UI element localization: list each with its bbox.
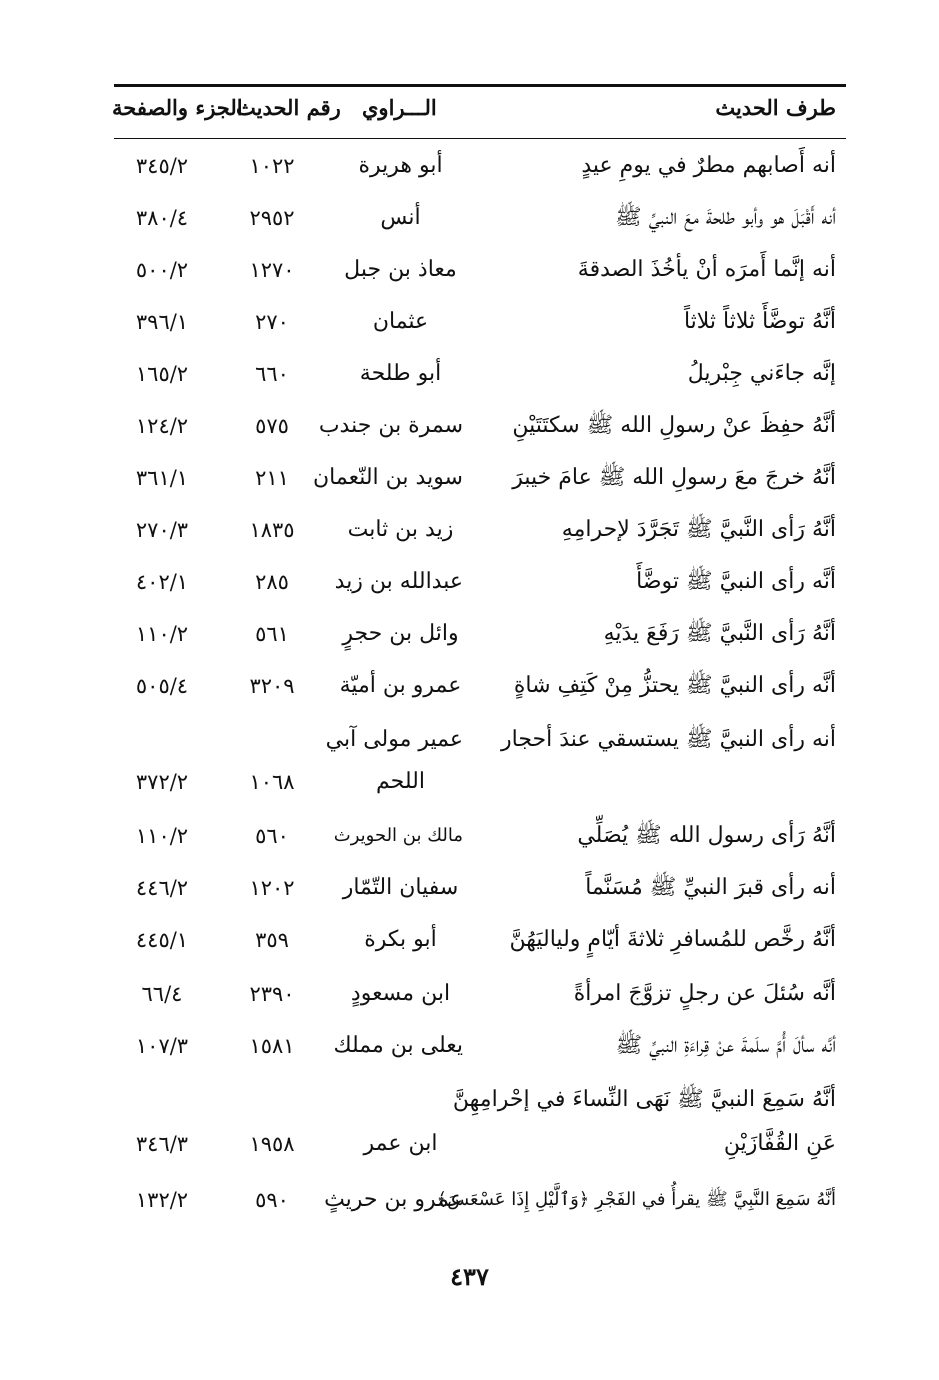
table-row bbox=[0, 614, 939, 654]
raqm-cell: ٣٥٩ bbox=[255, 928, 289, 952]
juz-cell: ٤٠٢/١ bbox=[135, 570, 189, 594]
rawi-cell: عمرو بن حريثٍ bbox=[324, 1187, 463, 1212]
table-row bbox=[0, 1026, 939, 1066]
raqm-cell: ١٠٢٢ bbox=[249, 154, 295, 178]
hadith-cell: أنَّهُ رخَّص للمُسافرِ ثلاثةَ أيّامٍ ولياليَهُنَّ bbox=[509, 927, 836, 952]
rawi-cell: ابن عمر bbox=[363, 1131, 438, 1156]
table-row bbox=[0, 868, 939, 908]
raqm-cell: ٥٩٠ bbox=[255, 1188, 289, 1212]
raqm-cell: ٢٧٠ bbox=[255, 310, 289, 334]
rawi-cell: زيد بن ثابت bbox=[347, 517, 454, 542]
table-row bbox=[0, 974, 939, 1014]
rawi-cell: أبو بكرة bbox=[364, 927, 437, 952]
juz-cell: ٥٠٠/٢ bbox=[135, 258, 189, 282]
raqm-cell: ١٨٣٥ bbox=[249, 518, 295, 542]
juz-cell: ٤٤٥/١ bbox=[135, 928, 189, 952]
juz-cell: ٣٤٥/٢ bbox=[135, 154, 189, 178]
hadith-cell: أنَّهُ سَمِعَ النَّبِيَّ ﷺ يقرأُ في الفَجْرِ ﴿وَٱلَّيْلِ إِذَا عَسْعَسَ﴾ bbox=[436, 1189, 836, 1210]
hadith-cell: أنَّهُ سَمِعَ النبيَّ ﷺ نَهَى النِّساءَ في إحْرامِهِنَّ bbox=[452, 1087, 836, 1112]
juz-cell: ١٠٧/٣ bbox=[135, 1034, 189, 1058]
juz-cell: ٣٨٠/٤ bbox=[135, 206, 189, 230]
table-row bbox=[0, 720, 939, 760]
page-number: ٤٣٧ bbox=[450, 1262, 489, 1291]
raqm-cell: ٣٢٠٩ bbox=[249, 674, 295, 698]
juz-cell: ٥٠٥/٤ bbox=[135, 674, 189, 698]
hadith-cell: إنَّه جاءَني جِبْريلُ bbox=[687, 361, 836, 386]
table-row bbox=[0, 510, 939, 550]
hadith-cell: أنَّهُ حفِظَ عنْ رسولِ الله ﷺ سكتَتَيْنِ bbox=[512, 413, 836, 438]
juz-cell: ٣٦١/١ bbox=[135, 466, 189, 490]
rawi-cell: سمرة بن جندب bbox=[318, 413, 463, 438]
raqm-cell: ٥٧٥ bbox=[255, 414, 289, 438]
hadith-cell: أنَّه سألَ أُمَّ سلَمةَ عنْ قِراءَةِ النبيِّ ﷺ bbox=[615, 1033, 836, 1058]
raqm-cell: ٢١١ bbox=[255, 466, 289, 490]
rawi-cell: وائل بن حجرٍ bbox=[342, 621, 459, 646]
rawi-cell: معاذ بن جبل bbox=[344, 257, 457, 282]
hadith-cell: عَنِ القُفَّازَيْنِ bbox=[723, 1131, 836, 1156]
raqm-cell: ٥٦٠ bbox=[255, 824, 289, 848]
raqm-cell: ٦٦٠ bbox=[255, 362, 289, 386]
table-row bbox=[0, 1180, 939, 1220]
raqm-cell: ١٩٥٨ bbox=[249, 1132, 295, 1156]
raqm-cell: ٢٩٥٢ bbox=[249, 206, 295, 230]
table-row bbox=[0, 406, 939, 446]
header-rule bbox=[114, 138, 846, 139]
table-row bbox=[0, 250, 939, 290]
header-hadith: طرف الحديث bbox=[715, 95, 836, 120]
top-rule bbox=[114, 84, 846, 87]
table-row bbox=[0, 354, 939, 394]
header-raqm: رقم الحديث bbox=[236, 95, 341, 120]
hadith-cell: أنَّه رأى النبيَّ ﷺ توضَّأَ bbox=[636, 569, 836, 594]
table-row bbox=[0, 920, 939, 960]
juz-cell: ٤٤٦/٢ bbox=[135, 876, 189, 900]
header-rawi: الـــراوي bbox=[362, 95, 437, 120]
raqm-cell: ٥٦١ bbox=[255, 622, 289, 646]
table-row bbox=[0, 816, 939, 856]
juz-cell: ١٦٥/٢ bbox=[135, 362, 189, 386]
rawi-cell: أنس bbox=[380, 205, 421, 230]
juz-cell: ١١٠/٢ bbox=[135, 622, 189, 646]
juz-cell: ٦٦/٤ bbox=[141, 982, 183, 1006]
hadith-cell: أنَّه رأى النبيَّ ﷺ يحتزُّ مِنْ كَتِفِ شاةٍ bbox=[513, 673, 836, 698]
raqm-cell: ١٢٠٢ bbox=[249, 876, 295, 900]
raqm-cell: ١٢٧٠ bbox=[249, 258, 295, 282]
hadith-cell: أنه رأى النبيَّ ﷺ يستسقي عندَ أحجار bbox=[501, 727, 836, 752]
rawi-cell: مالك بن الحويرث bbox=[333, 825, 463, 846]
rawi-cell: عبدالله بن زيد bbox=[334, 569, 463, 594]
rawi-cell: أبو طلحة bbox=[359, 361, 442, 386]
header-juz: الجزء والصفحة bbox=[112, 95, 243, 120]
hadith-cell: أنَّهُ توضَّأَ ثلاثاً ثلاثاً bbox=[683, 309, 836, 334]
table-row bbox=[0, 302, 939, 342]
raqm-cell: ٢٣٩٠ bbox=[249, 982, 295, 1006]
juz-cell: ٣٧٢/٢ bbox=[135, 770, 189, 794]
table-row bbox=[0, 762, 939, 802]
rawi-cell: يعلى بن مملك bbox=[333, 1033, 463, 1058]
rawi-cell: اللحم bbox=[376, 769, 425, 794]
rawi-cell: عمير مولى آبي bbox=[325, 727, 463, 752]
hadith-cell: أنَّه سُئلَ عن رجلٍ تزوَّجَ امرأةً bbox=[573, 981, 836, 1006]
raqm-cell: ٢٨٥ bbox=[255, 570, 289, 594]
rawi-cell: أبو هريرة bbox=[358, 153, 443, 178]
hadith-cell: أنه رأى قبرَ النبيِّ ﷺ مُسَنَّماً bbox=[585, 875, 836, 900]
hadith-cell: أنَّهُ خرجَ معَ رسولِ الله ﷺ عامَ خيبرَ bbox=[512, 465, 836, 490]
juz-cell: ٣٤٦/٣ bbox=[135, 1132, 189, 1156]
table-row bbox=[0, 146, 939, 186]
hadith-cell: أنه أَقْبَلَ هو وأبو طلحةَ معَ النبيِّ ﷺ bbox=[615, 205, 836, 230]
table-row bbox=[0, 1124, 939, 1164]
juz-cell: ١٣٢/٢ bbox=[135, 1188, 189, 1212]
hadith-cell: أنه أَصابهم مطرٌ في يومِ عيدٍ bbox=[581, 153, 836, 178]
hadith-cell: أنَّهُ رَأى رسول الله ﷺ يُصَلِّي bbox=[577, 823, 836, 848]
rawi-cell: عمرو بن أميّة bbox=[339, 673, 462, 698]
table-row bbox=[0, 562, 939, 602]
rawi-cell: عثمان bbox=[372, 309, 429, 334]
juz-cell: ١١٠/٢ bbox=[135, 824, 189, 848]
hadith-cell: أنه إنَّما أَمرَه أنْ يأخُذَ الصدقةَ bbox=[577, 257, 836, 282]
table-row bbox=[0, 1080, 939, 1120]
table-row bbox=[0, 666, 939, 706]
juz-cell: ١٢٤/٢ bbox=[135, 414, 189, 438]
table-row bbox=[0, 198, 939, 238]
rawi-cell: سفيان التّمّار bbox=[342, 875, 459, 900]
juz-cell: ٢٧٠/٣ bbox=[135, 518, 189, 542]
hadith-cell: أنَّهُ رَأى النَّبيَّ ﷺ رَفَعَ يدَيْهِ bbox=[603, 621, 836, 646]
raqm-cell: ١٥٨١ bbox=[249, 1034, 295, 1058]
juz-cell: ٣٩٦/١ bbox=[135, 310, 189, 334]
rawi-cell: ابن مسعودٍ bbox=[350, 981, 451, 1006]
rawi-cell: سويد بن النّعمان bbox=[313, 465, 463, 490]
raqm-cell: ١٠٦٨ bbox=[249, 770, 295, 794]
table-row bbox=[0, 458, 939, 498]
hadith-cell: أنَّهُ رَأى النَّبيَّ ﷺ تَجَرَّدَ لإحرامِهِ bbox=[561, 517, 836, 542]
